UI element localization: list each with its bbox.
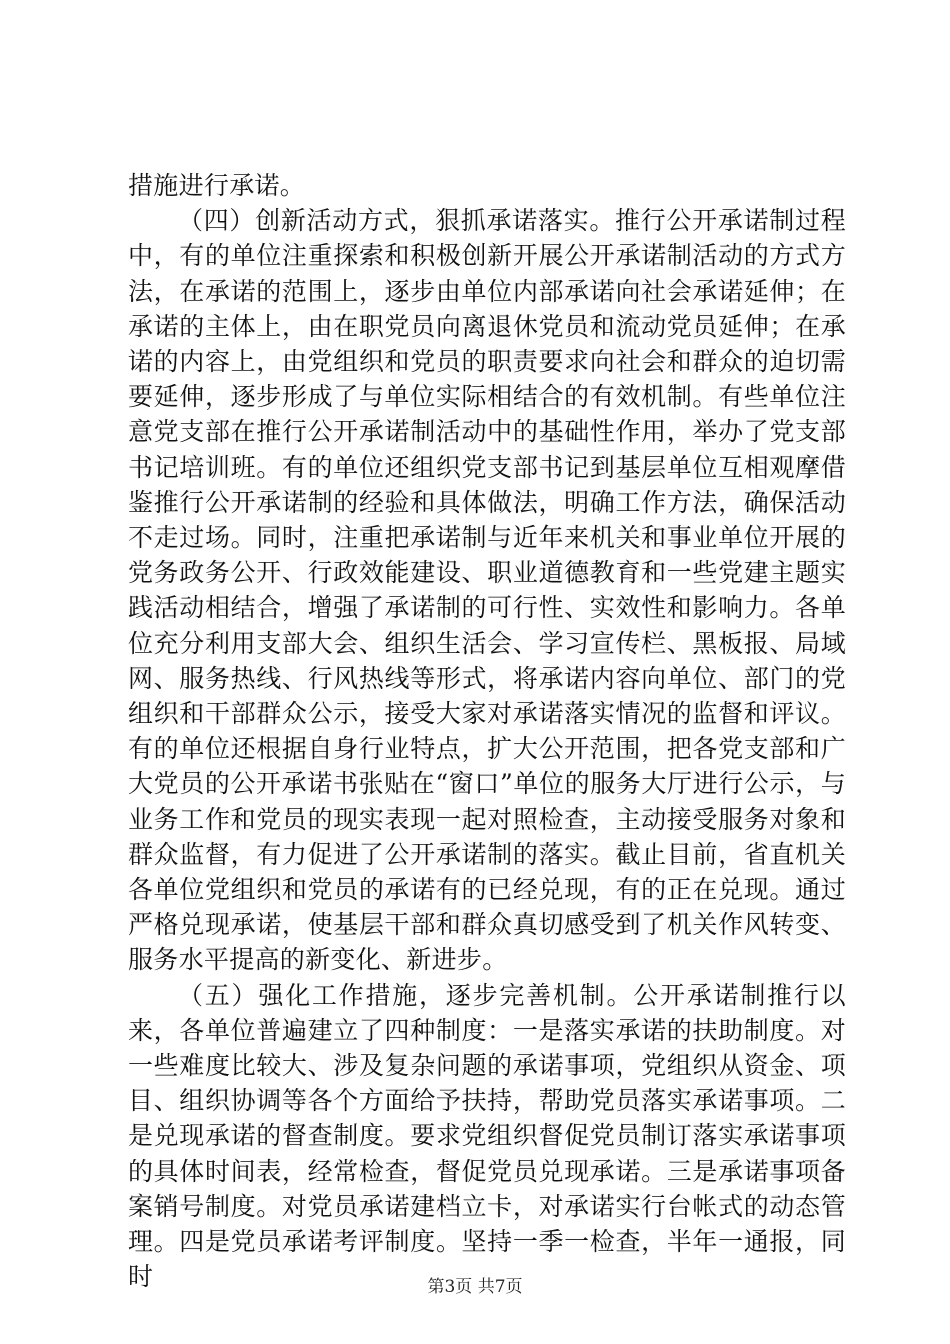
paragraph-2: （四）创新活动方式，狠抓承诺落实。推行公开承诺制过程中，有的单位注重探索和积极创新开展公开承诺制活动的方式方法，在承诺的范围上，逐步由单位内部承诺向社会承诺延伸；在承诺的主体上，由在职党员向离退休党员和流动党员延伸；在承诺的内容上，由党组织和党员的职责要求向社会和群众的迫切需要延伸，逐步形成了与单位实际相结合的有效机制。有些单位注意党支部在推行公开承诺制活动中的基础性作用，举办了党支部书记培训班。有的单位还组织党支部书记到基层单位互相观摩借鉴推行公开承诺制的经验和具体做法，明确工作方法，确保活动不走过场。同时，注重把承诺制与近年来机关和事业单位开展的党务政务公开、行政效能建设、职业道德教育和一些党建主题实践活动相结合，增强了承诺制的可行性、实效性和影响力。各单位充分利用支部大会、组织生活会、学习宣传栏、黑板报、局域网、服务热线、行风热线等形式，将承诺内容向单位、部门的党组织和干部群众公示，接受大家对承诺落实情况的监督和评议。有的单位还根据自身行业特点，扩大公开范围，把各党支部和广大党员的公开承诺书张贴在“窗口”单位的服务大厅进行公示，与业务工作和党员的现实表现一起对照检查，主动接受服务对象和群众监督，有力促进了公开承诺制的落实。截止目前，省直机关各单位党组织和党员的承诺有的已经兑现，有的正在兑现。通过严格兑现承诺，使基层干部和群众真切感受到了机关作风转变、服务水平提高的新变化、新进步。 <box>128 206 846 975</box>
page-footer: 第3页 共7页 <box>427 1277 523 1297</box>
paragraph-3: （五）强化工作措施，逐步完善机制。公开承诺制推行以来，各单位普遍建立了四种制度：一是落实承诺的扶助制度。对一些难度比较大、涉及复杂问题的承诺事项，党组织从资金、项目、组织协调等各个方面给予扶持，帮助党员落实承诺事项。二是兑现承诺的督查制度。要求党组织督促党员制订落实承诺事项的具体时间表，经常检查，督促党员兑现承诺。三是承诺事项备案销号制度。对党员承诺建档立卡，对承诺实行台帐式的动态管理。四是党员承诺考评制度。坚持一季一检查，半年一通报，同时 <box>128 980 846 1292</box>
document-body <box>128 168 846 1295</box>
paragraph-1: 措施进行承诺。 <box>128 171 306 200</box>
